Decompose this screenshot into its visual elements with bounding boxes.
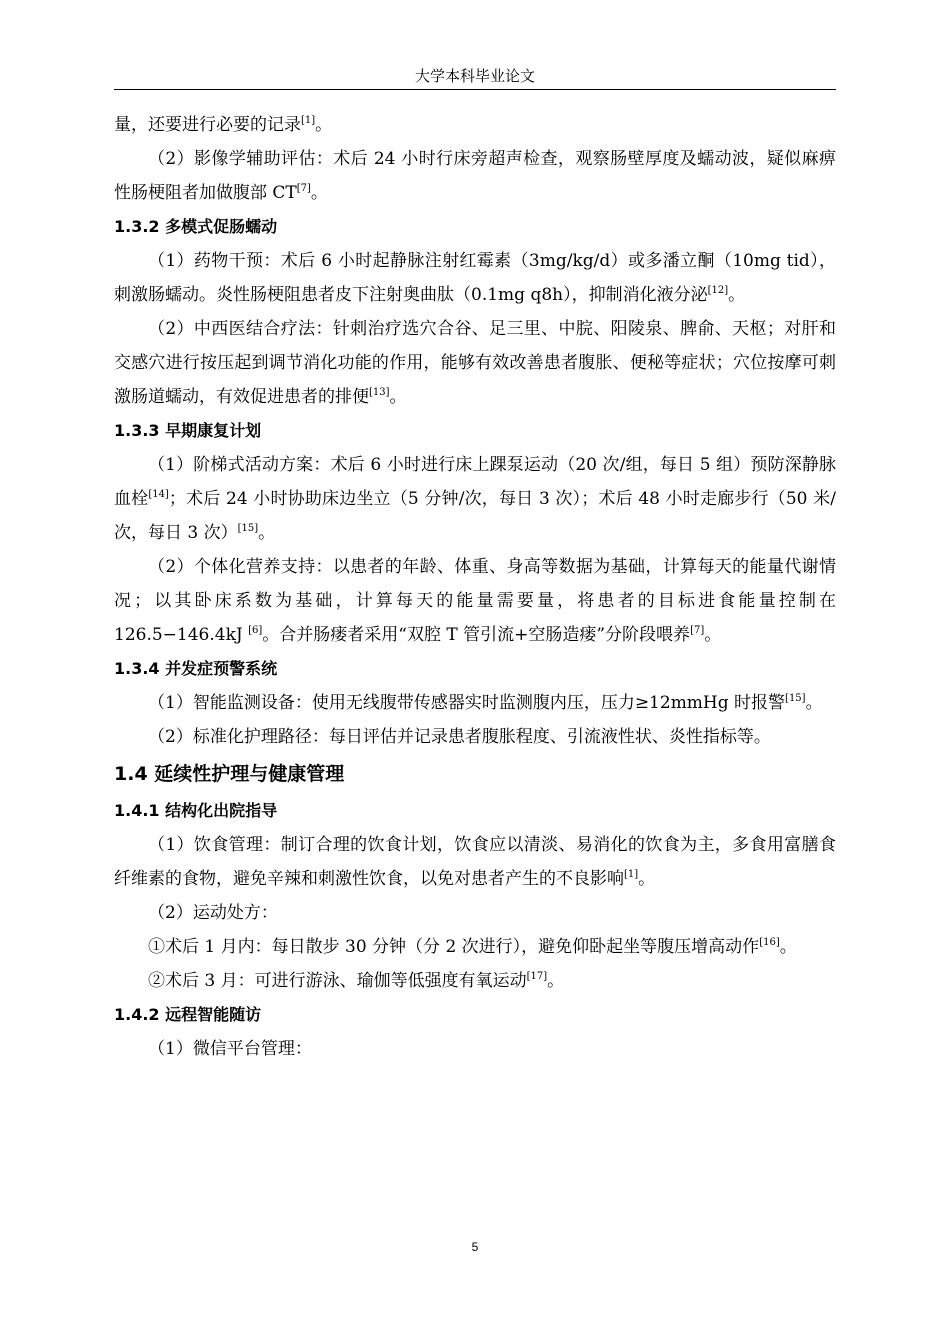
heading-1-4-1: 1.4.1 结构化出院指导 xyxy=(114,801,278,820)
citation[interactable]: [1] xyxy=(624,869,639,880)
paragraph-imaging-assessment: （2）影像学辅助评估：术后 24 小时行床旁超声检查，观察肠壁厚度及蠕动波，疑似麻痹性肠梗阻者加做腹部 CT[7]。 xyxy=(114,149,836,203)
paragraph-continuation: 量，还要进行必要的记录[1]。 xyxy=(114,115,333,135)
citation[interactable]: [16] xyxy=(759,937,780,948)
page-body xyxy=(114,108,836,1066)
paragraph-drug-intervention: （1）药物干预：术后 6 小时起静脉注射红霉素（3mg/kg/d）或多潘立酮（10mg tid），刺激肠蠕动。炎性肠梗阻患者皮下注射奥曲肽（0.1mg q8h），抑制消化液分泌[12]。 xyxy=(114,251,836,305)
paragraph-activity-plan: （1）阶梯式活动方案：术后 6 小时进行床上踝泵运动（20 次/组，每日 5 组）预防深静脉血栓[14]；术后 24 小时协助床边坐立（5 分钟/次，每日 3 次）；术后 48 小时走廊步行（50 米/次，每日 3 次）[15]。 xyxy=(114,455,836,543)
paragraph-exercise-month-1: ①术后 1 月内：每日散步 30 分钟（分 2 次进行），避免仰卧起坐等腹压增高动作[16]。 xyxy=(148,937,797,957)
running-header: 大学本科毕业论文 xyxy=(414,67,535,85)
heading-1-3-4: 1.3.4 并发症预警系统 xyxy=(114,659,278,678)
paragraph-exercise-prescription: （2）运动处方： xyxy=(148,903,278,923)
paragraph-wechat-management: （1）微信平台管理： xyxy=(148,1039,312,1059)
heading-1-3-2: 1.3.2 多模式促肠蠕动 xyxy=(114,217,278,236)
paragraph-diet-management: （1）饮食管理：制订合理的饮食计划，饮食应以清淡、易消化的饮食为主，多食用富膳食纤维素的食物，避免辛辣和刺激性饮食，以免对患者产生的不良影响[1]。 xyxy=(114,835,836,889)
citation[interactable]: [7] xyxy=(296,183,311,194)
citation[interactable]: [12] xyxy=(707,285,729,296)
citation[interactable]: [17] xyxy=(526,971,548,982)
paragraph-exercise-month-3: ②术后 3 月：可进行游泳、瑜伽等低强度有氧运动[17]。 xyxy=(148,971,565,991)
citation[interactable]: [13] xyxy=(369,387,390,398)
citation[interactable]: [6] xyxy=(248,625,263,636)
citation[interactable]: [1] xyxy=(301,115,316,126)
heading-1-4-2: 1.4.2 远程智能随访 xyxy=(114,1005,262,1024)
citation[interactable]: [15] xyxy=(785,693,806,704)
paragraph-care-pathway: （2）标准化护理路径：每日评估并记录患者腹胀程度、引流液性状、炎性指标等。 xyxy=(148,727,771,747)
citation[interactable]: [7] xyxy=(690,625,705,636)
heading-1-4: 1.4 延续性护理与健康管理 xyxy=(114,763,345,785)
page-number: 5 xyxy=(471,1240,479,1254)
paragraph-smart-monitoring: （1）智能监测设备：使用无线腹带传感器实时监测腹内压，压力≥12mmHg 时报警[15]。 xyxy=(148,693,823,713)
paragraph-nutrition-support: （2）个体化营养支持：以患者的年龄、体重、身高等数据为基础，计算每天的能量代谢情况；以其卧床系数为基础，计算每天的能量需要量，将患者的目标进食能量控制在 126.5−146.4kJ [6]。合并肠瘘者采用“双腔 T 管引流+空肠造瘘”分阶段喂养[7]。 xyxy=(114,557,836,645)
citation[interactable]: [14] xyxy=(148,489,169,500)
citation[interactable]: [15] xyxy=(237,523,259,534)
heading-1-3-3: 1.3.3 早期康复计划 xyxy=(114,421,262,440)
paragraph-tcm-therapy: （2）中西医结合疗法：针刺治疗选穴合谷、足三里、中脘、阳陵泉、脾俞、天枢；对肝和交感穴进行按压起到调节消化功能的作用，能够有效改善患者腹胀、便秘等症状；穴位按摩可刺激肠道蠕动，有效促进患者的排便[13]。 xyxy=(114,319,836,407)
header-rule xyxy=(114,89,836,90)
